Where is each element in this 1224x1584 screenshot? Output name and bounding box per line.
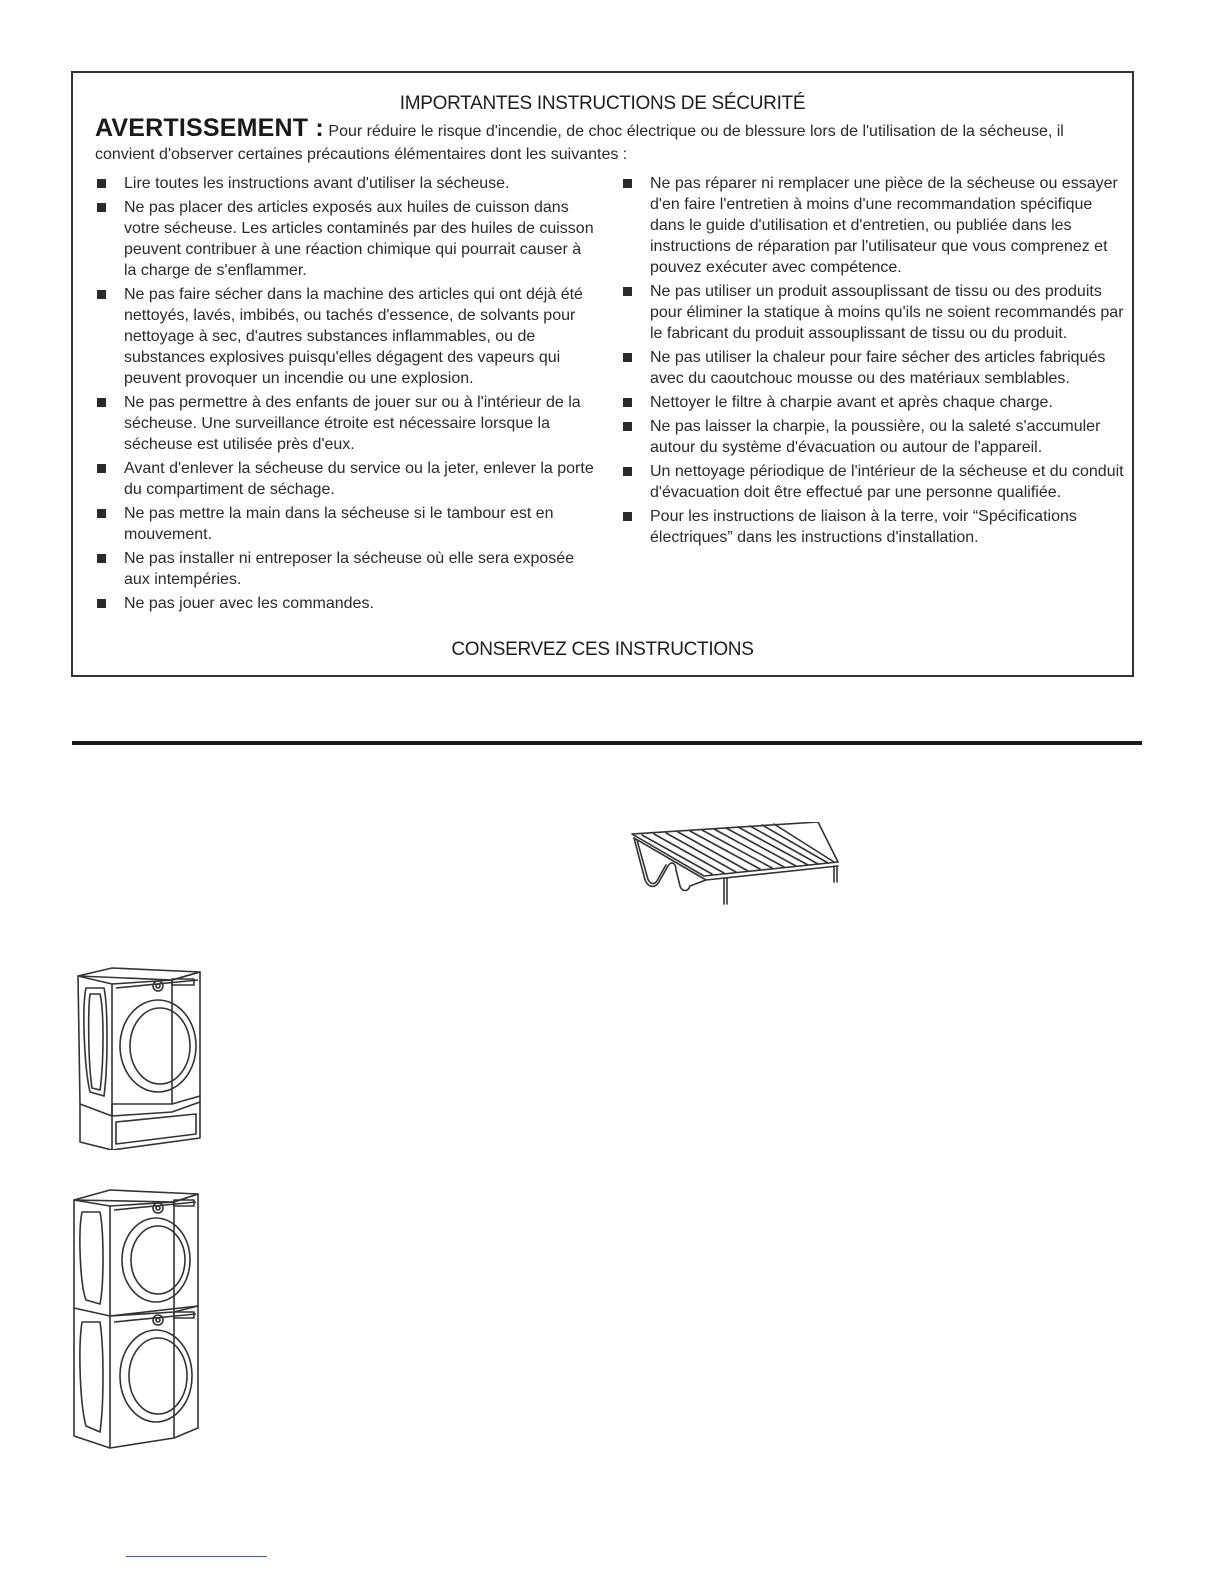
list-item <box>621 392 1131 413</box>
conserve-footer: CONSERVEZ CES INSTRUCTIONS <box>451 639 754 660</box>
stacked-washer-dryer-icon <box>70 1188 204 1450</box>
list-item-text: Ne pas utiliser un produit assouplissant de tissu ou des produits pour éliminer la statique à moins qu'ils ne soient recommandés par le fabricant du produit assouplissant de tissu ou du produit. <box>650 283 1124 342</box>
bullet-icon <box>97 290 106 299</box>
list-item <box>95 173 595 194</box>
bullet-icon <box>97 509 106 518</box>
bullet-icon <box>623 353 632 362</box>
bullet-icon <box>623 467 632 476</box>
list-item-text: Un nettoyage périodique de l'intérieur de la sécheuse et du conduit d'évacuation doit être effectué par une personne qualifiée. <box>650 463 1124 501</box>
list-item <box>95 392 595 455</box>
bullet-icon <box>97 599 106 608</box>
warning-paragraph <box>95 114 1112 166</box>
drying-rack-icon <box>628 822 842 908</box>
warning-text: Pour réduire le risque d'incendie, de choc électrique ou de blessure lors de l'utilisation de la sécheuse, il convient d'observer certaines précautions élémentaires dont les suivantes : <box>95 123 1064 163</box>
list-item-text: Avant d'enlever la sécheuse du service ou la jeter, enlever la porte du compartiment de séchage. <box>124 460 594 498</box>
bullet-icon <box>623 422 632 431</box>
list-item <box>95 197 595 281</box>
list-item-text: Ne pas placer des articles exposés aux huiles de cuisson dans votre sécheuse. Les articles contaminés par des huiles de cuisson peuvent contribuer à une réaction chimique qui pourrait causer à la charge de s'enflammer. <box>124 199 594 279</box>
safety-list-left <box>95 173 595 617</box>
list-item-text: Ne pas jouer avec les commandes. <box>124 595 374 612</box>
list-item <box>621 461 1131 503</box>
list-item-text: Ne pas permettre à des enfants de jouer sur ou à l'intérieur de la sécheuse. Une surveillance étroite est nécessaire lorsque la sécheuse est utilisée près d'eux. <box>124 394 581 453</box>
bullet-icon <box>97 464 106 473</box>
list-item <box>95 548 595 590</box>
list-item <box>621 173 1131 278</box>
list-item-text: Ne pas mettre la main dans la sécheuse si le tambour est en mouvement. <box>124 505 554 543</box>
list-item <box>621 416 1131 458</box>
list-item-text: Ne pas installer ni entreposer la sécheuse où elle sera exposée aux intempéries. <box>124 550 575 588</box>
section-divider <box>72 741 1142 745</box>
list-item-text: Pour les instructions de liaison à la terre, voir “Spécifications électriques” dans les instructions d'installation. <box>650 508 1077 546</box>
bullet-icon <box>97 398 106 407</box>
dryer-on-pedestal-icon <box>72 966 206 1150</box>
bullet-icon <box>97 203 106 212</box>
list-item-text: Nettoyer le filtre à charpie avant et après chaque charge. <box>650 394 1053 411</box>
link-underline[interactable] <box>126 1556 267 1557</box>
list-item <box>95 593 595 614</box>
bullet-icon <box>97 179 106 188</box>
list-item <box>621 347 1131 389</box>
list-item <box>621 281 1131 344</box>
bullet-icon <box>623 179 632 188</box>
bullet-icon <box>623 512 632 521</box>
list-item-text: Lire toutes les instructions avant d'utiliser la sécheuse. <box>124 175 510 192</box>
list-item-text: Ne pas utiliser la chaleur pour faire sécher des articles fabriqués avec du caoutchouc mousse ou des matériaux semblables. <box>650 349 1106 387</box>
list-item <box>621 506 1131 548</box>
list-item-text: Ne pas laisser la charpie, la poussière, ou la saleté s'accumuler autour du système d'évacuation ou autour de l'appareil. <box>650 418 1101 456</box>
safety-title: IMPORTANTES INSTRUCTIONS DE SÉCURITÉ <box>399 93 806 114</box>
safety-list-right <box>621 173 1131 551</box>
bullet-icon <box>623 398 632 407</box>
bullet-icon <box>623 287 632 296</box>
list-item <box>95 458 595 500</box>
safety-instructions-box <box>71 71 1134 677</box>
list-item <box>95 503 595 545</box>
list-item-text: Ne pas réparer ni remplacer une pièce de la sécheuse ou essayer d'en faire l'entretien à moins d'une recommandation spécifique dans le guide d'utilisation et d'entretien, ou publiée dans les instructions de réparation par l'utilisateur que vous comprenez et pouvez exécuter avec compétence. <box>650 175 1118 276</box>
warning-label: AVERTISSEMENT : <box>95 114 324 142</box>
list-item <box>95 284 595 389</box>
bullet-icon <box>97 554 106 563</box>
list-item-text: Ne pas faire sécher dans la machine des articles qui ont déjà été nettoyés, lavés, imbibés, ou tachés d'essence, de solvants pour nettoyage à sec, d'autres substances inflammables, ou de substances explosives puisqu'elles dégagent des vapeurs qui peuvent provoquer un incendie ou une explosion. <box>124 286 583 387</box>
